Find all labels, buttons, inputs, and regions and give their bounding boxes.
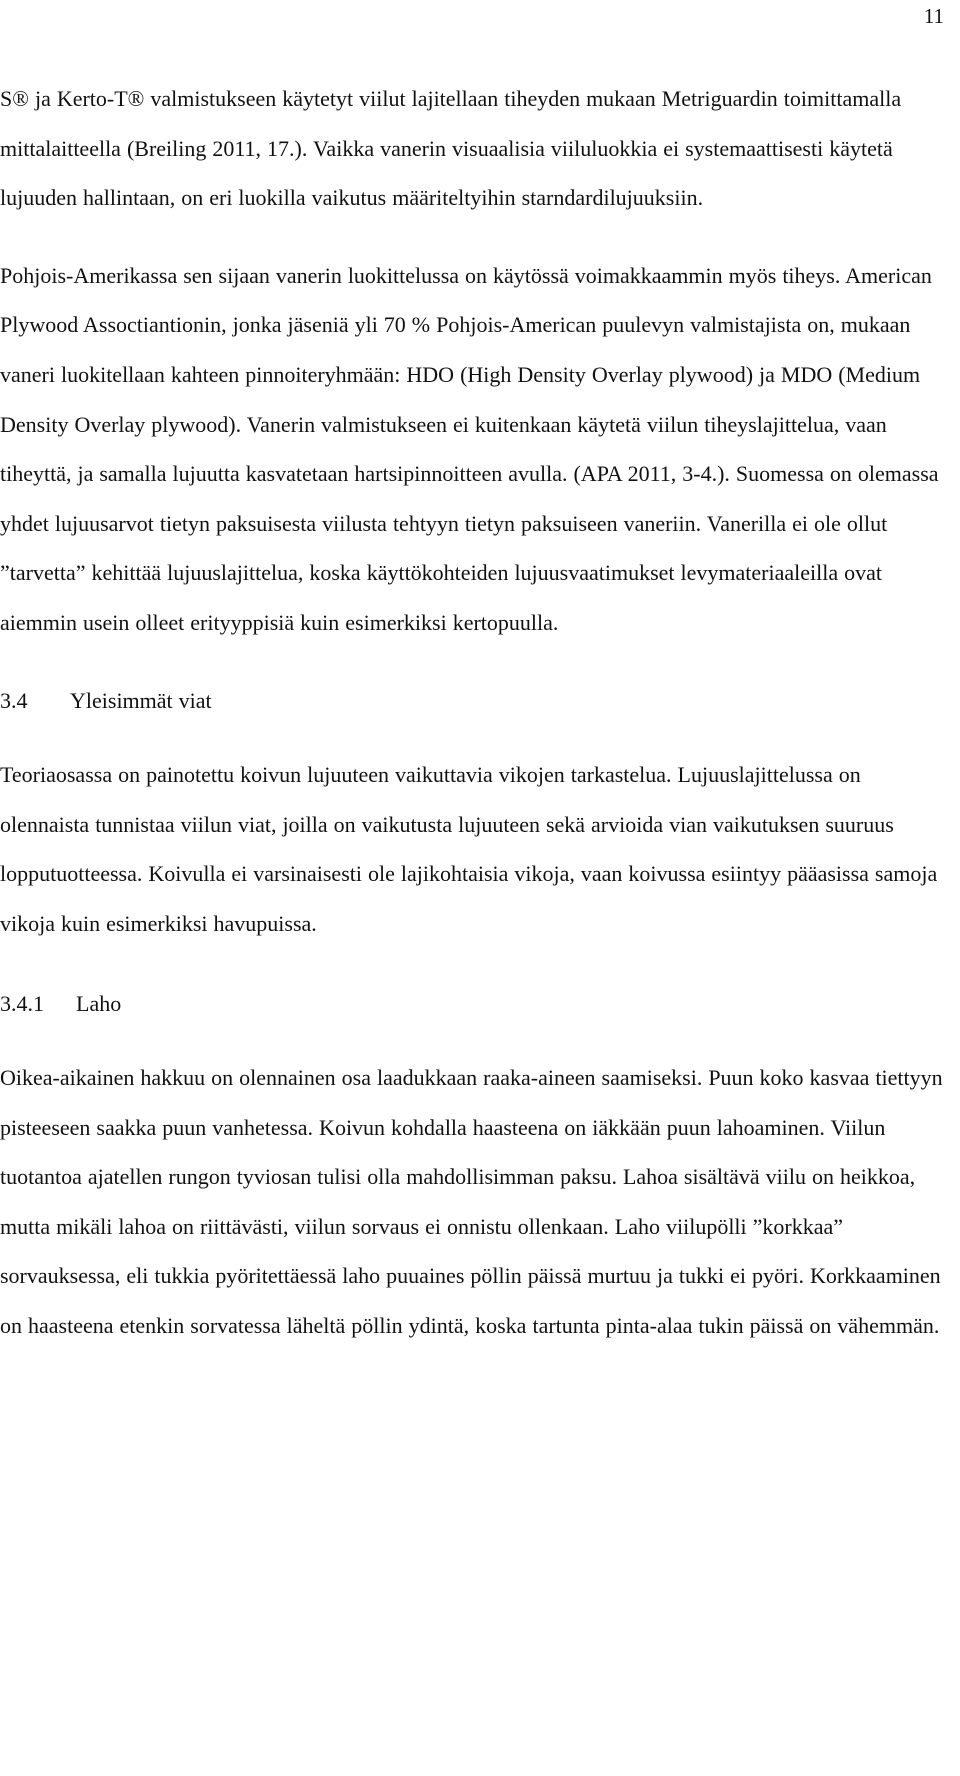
section-number: 3.4 [0, 687, 28, 713]
paragraph-north-america: Pohjois-Amerikassa sen sijaan vanerin luokittelussa on käytössä voimakkaammin myös tiheys. American Plywood Assoctiantionin, jonka jäseniä yli 70 % Pohjois-American puulevyn valmistajista on, mukaan vaneri luokitellaan kahteen pinnoiteryhmään: HDO (High Density Overlay plywood) ja MDO (Medium Density Overlay plywood). Vanerin valmistukseen ei kuitenkaan käytetä viilun tiheyslajittelua, vaan tiheyttä, ja samalla lujuutta kasvatetaan hartsipinnoitteen avulla. (APA 2011, 3-4.). Suomessa on olemassa yhdet lujuusarvot tietyn paksuisesta viilusta tehtyyn tietyn paksuiseen vaneriin. Vanerilla ei ole ollut ”tarvetta” kehittää lujuuslajittelua, koska käyttökohteiden lujuusvaatimukset levymateriaaleilla ovat aiemmin usein olleet erityyppisiä kuin esimerkiksi kertopuulla. [0, 262, 939, 635]
paragraph-defects-overview: Teoriaosassa on painotettu koivun lujuuteen vaikuttavia vikojen tarkastelua. Lujuuslajittelussa on olennaista tunnistaa viilun viat, joilla on vaikutusta lujuuteen sekä arvioida vian vaikutuksen suuruus lopputuotteessa. Koivulla ei varsinaisesti ole lajikohtaisia vikoja, vaan koivussa esiintyy pääasissa samoja vikoja kuin esimerkiksi havupuissa. [0, 762, 938, 936]
paragraph-decay: Oikea-aikainen hakkuu on olennainen osa laadukkaan raaka-aineen saamiseksi. Puun koko kasvaa tiettyyn pisteeseen saakka puun vanhetessa. Koivun kohdalla haasteena on iäkkään puun lahoaminen. Viilun tuotantoa ajatellen rungon tyviosan tulisi olla mahdollisimman paksu. Lahoa sisältävä viilu on heikkoa, mutta mikäli lahoa on riittävästi, viilun sorvaus ei onnistu ollenkaan. Laho viilupölli ”korkkaa” sorvauksessa, eli tukkia pyöritettäessä laho puuaines pöllin päissä murtuu ja tukki ei pyöri. Korkkaaminen on haasteena etenkin sorvatessa läheltä pöllin ydintä, koska tartunta pinta-alaa tukin päissä on vähemmän. [0, 1065, 943, 1339]
page-content [0, 74, 950, 1351]
subsection-number: 3.4.1 [0, 990, 44, 1016]
subsection-heading-decay [0, 979, 950, 1029]
section-heading-common-defects [0, 676, 950, 726]
section-title: Yleisimmät viat [70, 687, 212, 713]
subsection-title: Laho [76, 990, 122, 1016]
paragraph-veneer-grading: S® ja Kerto-T® valmistukseen käytetyt viilut lajitellaan tiheyden mukaan Metriguardin toimittamalla mittalaitteella (Breiling 2011, 17.). Vaikka vanerin visuaalisia viiluluokkia ei systemaattisesti käytetä lujuuden hallintaan, on eri luokilla vaikutus määriteltyihin starndardilujuuksiin. [0, 86, 902, 211]
page-number: 11 [923, 4, 944, 28]
